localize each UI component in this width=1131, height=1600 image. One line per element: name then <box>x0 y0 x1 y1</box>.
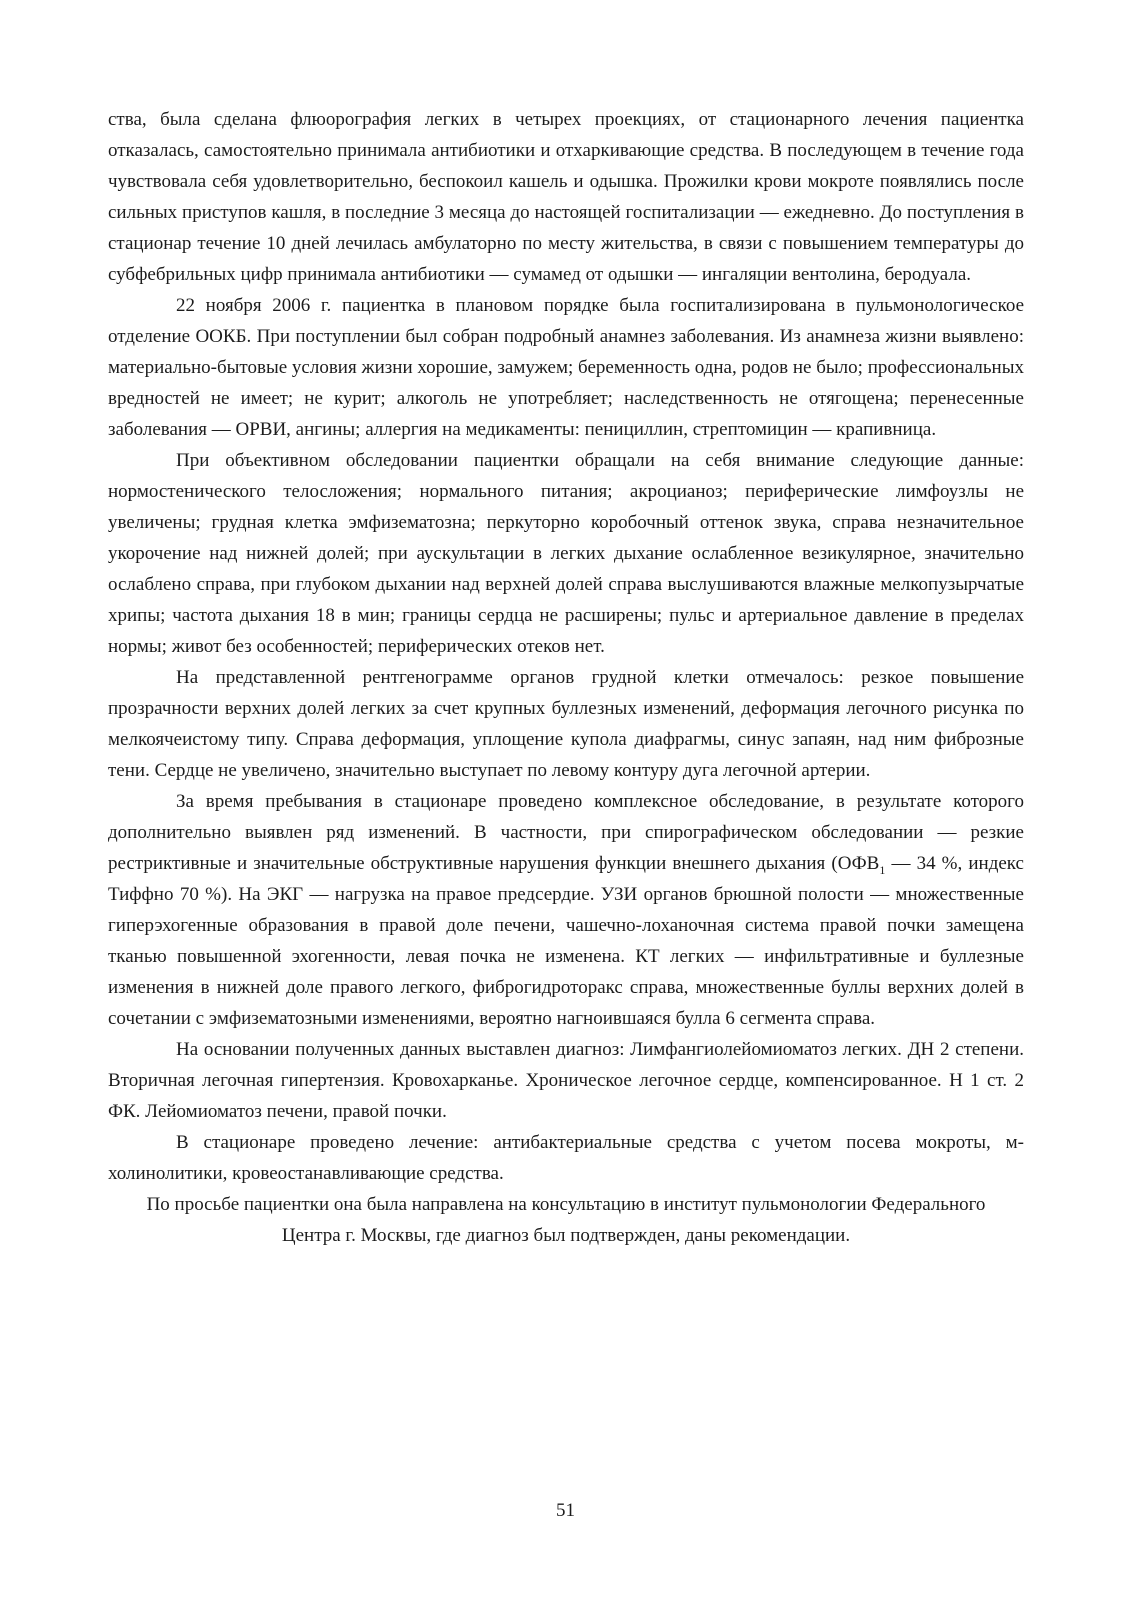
page-number: 51 <box>556 1500 575 1521</box>
paragraph-xray: На представленной рентгенограмме органов грудной клетки отмечалось: резкое повышение прозрачности верхних долей легких за счет крупных буллезных изменений, деформация легочного рисунка по мелкоячеистому типу. Справа деформация, уплощение купола диафрагмы, синус запаян, над ним фиброзные тени. Сердце не увеличено, значительно выступает по левому контуру дуга легочной артерии. <box>108 667 1024 781</box>
examination-text-part-2: — 34 %, индекс Тиффно 70 %). На ЭКГ — нагрузка на правое предсердие. УЗИ органов брюшной полости — множественные гиперэхогенные образования в правой доле печени, чашечно-лоханочная система правой почки замещена тканью повышенной эхогенности, левая почка не изменена. КТ легких — инфильтративные и буллезные изменения в нижней доле правого легкого, фиброгидроторакс справа, множественные буллы верхних долей в сочетании с эмфизематозными изменениями, вероятно нагноившаяся булла 6 сегмента справа. <box>108 853 1024 1029</box>
paragraph-examination-results <box>108 786 1024 1034</box>
paragraph-objective-exam: При объективном обследовании пациентки обращали на себя внимание следующие данные: нормостенического телосложения; нормального питания; акроцианоз; периферические лимфоузлы не увеличены; грудная клетка эмфизематозна; перкуторно коробочный оттенок звука, справа незначительное укорочение над нижней долей; при аускультации в легких дыхание ослабленное везикулярное, значительно ослаблено справа, при глубоком дыхании над верхней долей справа выслушиваются влажные мелкопузырчатые хрипы; частота дыхания 18 в мин; границы сердца не расширены; пульс и артериальное давление в пределах нормы; живот без особенностей; периферических отеков нет. <box>108 450 1024 657</box>
paragraph-referral: По просьбе пациентки она была направлена на консультацию в институт пульмонологии Федерального Центра г. Москвы, где диагноз был подтвержден, даны рекомендации. <box>146 1194 986 1246</box>
examination-text-part-1: За время пребывания в стационаре проведено комплексное обследование, в результате которого дополнительно выявлен ряд изменений. В частности, при спирографическом обследовании — резкие рестриктивные и значительные обструктивные нарушения функции внешнего дыхания (ОФВ <box>108 791 1024 874</box>
paragraph-hospitalization: 22 ноября 2006 г. пациентка в плановом порядке была госпитализирована в пульмонологическое отделение ООКБ. При поступлении был собран подробный анамнез заболевания. Из анамнеза жизни выявлено: материально-бытовые условия жизни хорошие, замужем; беременность одна, родов не было; профессиональных вредностей не имеет; не курит; алкоголь не употребляет; наследственность не отягощена; перенесенные заболевания — ОРВИ, ангины; аллергия на медикаменты: пенициллин, стрептомицин — крапивница. <box>108 295 1024 440</box>
paragraph-diagnosis: На основании полученных данных выставлен диагноз: Лимфангиолейомиоматоз легких. ДН 2 степени. Вторичная легочная гипертензия. Кровохарканье. Хроническое легочное сердце, компенсированное. Н 1 ст. 2 ФК. Лейомиоматоз печени, правой почки. <box>108 1039 1024 1122</box>
paragraph-treatment: В стационаре проведено лечение: антибактериальные средства с учетом посева мокроты, м-холинолитики, кровеостанавливающие средства. <box>108 1132 1024 1184</box>
fev-subscript: 1 <box>879 862 886 877</box>
paragraph-history-continued: ства, была сделана флюорография легких в четырех проекциях, от стационарного лечения пациентка отказалась, самостоятельно принимала антибиотики и отхаркивающие средства. В последующем в течение года чувствовала себя удовлетворительно, беспокоил кашель и одышка. Прожилки крови мокроте появлялись после сильных приступов кашля, в последние 3 месяца до настоящей госпитализации — ежедневно. До поступления в стационар течение 10 дней лечилась амбулаторно по месту жительства, в связи с повышением температуры до субфебрильных цифр принимала антибиотики — сумамед от одышки — ингаляции вентолина, беродуала. <box>108 109 1024 285</box>
document-body <box>108 104 1024 1251</box>
